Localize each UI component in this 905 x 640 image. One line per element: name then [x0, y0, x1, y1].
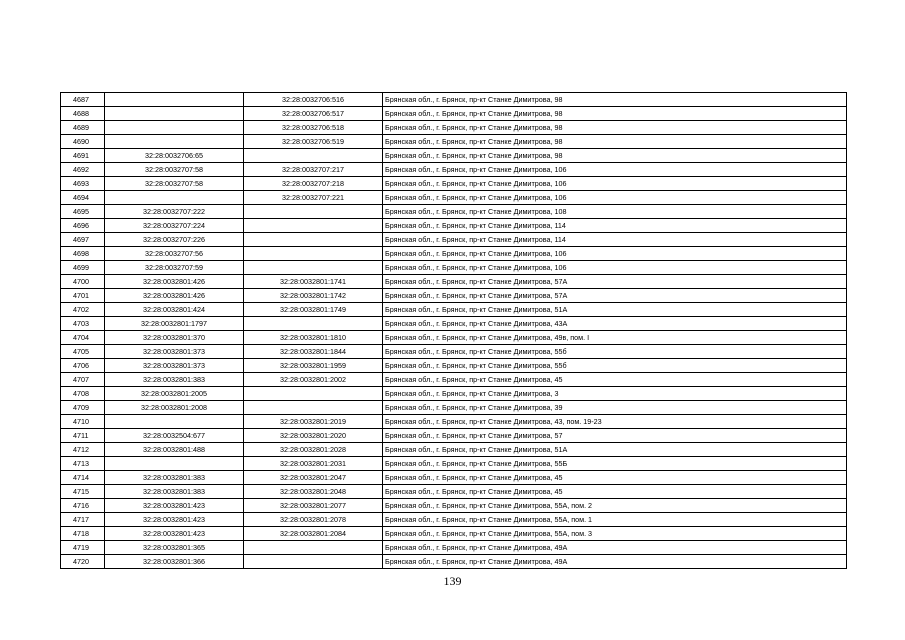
address-cell: Брянская обл., г. Брянск, пр-кт Станке Димитрова, 57А — [383, 275, 847, 289]
row-number-cell: 4711 — [61, 429, 105, 443]
address-cell: Брянская обл., г. Брянск, пр-кт Станке Димитрова, 114 — [383, 219, 847, 233]
land-cadastral-number-cell — [105, 457, 244, 471]
row-number-cell: 4720 — [61, 555, 105, 569]
land-cadastral-number-cell: 32:28:0032801:373 — [105, 345, 244, 359]
page-number: 139 — [443, 574, 462, 588]
table-row — [61, 345, 847, 359]
object-cadastral-number-cell: 32:28:0032801:1742 — [244, 289, 383, 303]
table-row — [61, 373, 847, 387]
object-cadastral-number-cell: 32:28:0032801:1810 — [244, 331, 383, 345]
address-cell: Брянская обл., г. Брянск, пр-кт Станке Димитрова, 114 — [383, 233, 847, 247]
table-row — [61, 429, 847, 443]
table-row — [61, 107, 847, 121]
object-cadastral-number-cell: 32:28:0032706:516 — [244, 93, 383, 107]
table-row — [61, 149, 847, 163]
table-row — [61, 471, 847, 485]
row-number-cell: 4689 — [61, 121, 105, 135]
land-cadastral-number-cell — [105, 107, 244, 121]
address-cell: Брянская обл., г. Брянск, пр-кт Станке Димитрова, 57А — [383, 289, 847, 303]
object-cadastral-number-cell: 32:28:0032801:1741 — [244, 275, 383, 289]
object-cadastral-number-cell — [244, 401, 383, 415]
table-row — [61, 289, 847, 303]
table-row — [61, 135, 847, 149]
row-number-cell: 4691 — [61, 149, 105, 163]
table-row — [61, 555, 847, 569]
land-cadastral-number-cell: 32:28:0032801:423 — [105, 513, 244, 527]
land-cadastral-number-cell: 32:28:0032707:226 — [105, 233, 244, 247]
table-row — [61, 121, 847, 135]
row-number-cell: 4715 — [61, 485, 105, 499]
land-cadastral-number-cell: 32:28:0032504:677 — [105, 429, 244, 443]
address-cell: Брянская обл., г. Брянск, пр-кт Станке Димитрова, 98 — [383, 93, 847, 107]
row-number-cell: 4709 — [61, 401, 105, 415]
land-cadastral-number-cell: 32:28:0032801:366 — [105, 555, 244, 569]
row-number-cell: 4714 — [61, 471, 105, 485]
land-cadastral-number-cell: 32:28:0032801:426 — [105, 275, 244, 289]
land-cadastral-number-cell: 32:28:0032706:65 — [105, 149, 244, 163]
address-cell: Брянская обл., г. Брянск, пр-кт Станке Димитрова, 57 — [383, 429, 847, 443]
object-cadastral-number-cell: 32:28:0032707:218 — [244, 177, 383, 191]
table-row — [61, 233, 847, 247]
row-number-cell: 4710 — [61, 415, 105, 429]
land-cadastral-number-cell: 32:28:0032801:383 — [105, 485, 244, 499]
object-cadastral-number-cell: 32:28:0032706:517 — [244, 107, 383, 121]
land-cadastral-number-cell: 32:28:0032801:423 — [105, 527, 244, 541]
address-cell: Брянская обл., г. Брянск, пр-кт Станке Димитрова, 55А, пом. 3 — [383, 527, 847, 541]
address-cell: Брянская обл., г. Брянск, пр-кт Станке Димитрова, 43А — [383, 317, 847, 331]
land-cadastral-number-cell: 32:28:0032801:1797 — [105, 317, 244, 331]
table-row — [61, 247, 847, 261]
row-number-cell: 4694 — [61, 191, 105, 205]
object-cadastral-number-cell — [244, 541, 383, 555]
land-cadastral-number-cell: 32:28:0032801:383 — [105, 373, 244, 387]
address-cell: Брянская обл., г. Брянск, пр-кт Станке Димитрова, 108 — [383, 205, 847, 219]
table-row — [61, 317, 847, 331]
table-row — [61, 205, 847, 219]
row-number-cell: 4719 — [61, 541, 105, 555]
address-cell: Брянская обл., г. Брянск, пр-кт Станке Димитрова, 98 — [383, 121, 847, 135]
table-row — [61, 163, 847, 177]
land-cadastral-number-cell — [105, 135, 244, 149]
address-cell: Брянская обл., г. Брянск, пр-кт Станке Димитрова, 45 — [383, 485, 847, 499]
object-cadastral-number-cell — [244, 205, 383, 219]
object-cadastral-number-cell: 32:28:0032801:2019 — [244, 415, 383, 429]
land-cadastral-number-cell — [105, 121, 244, 135]
land-cadastral-number-cell: 32:28:0032801:423 — [105, 499, 244, 513]
address-cell: Брянская обл., г. Брянск, пр-кт Станке Димитрова, 55б — [383, 345, 847, 359]
object-cadastral-number-cell — [244, 387, 383, 401]
row-number-cell: 4696 — [61, 219, 105, 233]
address-cell: Брянская обл., г. Брянск, пр-кт Станке Димитрова, 98 — [383, 135, 847, 149]
address-cell: Брянская обл., г. Брянск, пр-кт Станке Димитрова, 106 — [383, 177, 847, 191]
address-cell: Брянская обл., г. Брянск, пр-кт Станке Димитрова, 55б — [383, 359, 847, 373]
row-number-cell: 4702 — [61, 303, 105, 317]
row-number-cell: 4703 — [61, 317, 105, 331]
land-cadastral-number-cell — [105, 191, 244, 205]
object-cadastral-number-cell: 32:28:0032801:2084 — [244, 527, 383, 541]
address-cell: Брянская обл., г. Брянск, пр-кт Станке Димитрова, 55А, пом. 1 — [383, 513, 847, 527]
address-cell: Брянская обл., г. Брянск, пр-кт Станке Димитрова, 43, пом. 19-23 — [383, 415, 847, 429]
table-row — [61, 93, 847, 107]
address-cell: Брянская обл., г. Брянск, пр-кт Станке Димитрова, 45 — [383, 471, 847, 485]
table-row — [61, 261, 847, 275]
table-body — [61, 93, 847, 569]
table-row — [61, 541, 847, 555]
row-number-cell: 4707 — [61, 373, 105, 387]
object-cadastral-number-cell — [244, 247, 383, 261]
table-row — [61, 415, 847, 429]
row-number-cell: 4708 — [61, 387, 105, 401]
land-cadastral-number-cell — [105, 93, 244, 107]
row-number-cell: 4700 — [61, 275, 105, 289]
address-cell: Брянская обл., г. Брянск, пр-кт Станке Димитрова, 49в, пом. I — [383, 331, 847, 345]
address-cell: Брянская обл., г. Брянск, пр-кт Станке Димитрова, 106 — [383, 191, 847, 205]
row-number-cell: 4688 — [61, 107, 105, 121]
row-number-cell: 4693 — [61, 177, 105, 191]
row-number-cell: 4697 — [61, 233, 105, 247]
land-cadastral-number-cell — [105, 415, 244, 429]
land-cadastral-number-cell: 32:28:0032707:58 — [105, 163, 244, 177]
row-number-cell: 4716 — [61, 499, 105, 513]
address-cell: Брянская обл., г. Брянск, пр-кт Станке Димитрова, 106 — [383, 163, 847, 177]
object-cadastral-number-cell: 32:28:0032801:1959 — [244, 359, 383, 373]
address-cell: Брянская обл., г. Брянск, пр-кт Станке Димитрова, 51А — [383, 443, 847, 457]
table-row — [61, 275, 847, 289]
address-cell: Брянская обл., г. Брянск, пр-кт Станке Димитрова, 3 — [383, 387, 847, 401]
table-row — [61, 443, 847, 457]
land-cadastral-number-cell: 32:28:0032707:56 — [105, 247, 244, 261]
object-cadastral-number-cell — [244, 555, 383, 569]
table-row — [61, 457, 847, 471]
table-row — [61, 527, 847, 541]
address-cell: Брянская обл., г. Брянск, пр-кт Станке Димитрова, 106 — [383, 247, 847, 261]
row-number-cell: 4712 — [61, 443, 105, 457]
object-cadastral-number-cell — [244, 149, 383, 163]
land-cadastral-number-cell: 32:28:0032801:365 — [105, 541, 244, 555]
row-number-cell: 4701 — [61, 289, 105, 303]
address-cell: Брянская обл., г. Брянск, пр-кт Станке Димитрова, 106 — [383, 261, 847, 275]
land-cadastral-number-cell: 32:28:0032801:370 — [105, 331, 244, 345]
row-number-cell: 4718 — [61, 527, 105, 541]
table-row — [61, 331, 847, 345]
row-number-cell: 4706 — [61, 359, 105, 373]
land-cadastral-number-cell: 32:28:0032801:426 — [105, 289, 244, 303]
table-row — [61, 387, 847, 401]
row-number-cell: 4692 — [61, 163, 105, 177]
address-cell: Брянская обл., г. Брянск, пр-кт Станке Димитрова, 98 — [383, 107, 847, 121]
table-row — [61, 401, 847, 415]
object-cadastral-number-cell — [244, 261, 383, 275]
land-cadastral-number-cell: 32:28:0032801:383 — [105, 471, 244, 485]
object-cadastral-number-cell — [244, 233, 383, 247]
object-cadastral-number-cell: 32:28:0032706:518 — [244, 121, 383, 135]
address-cell: Брянская обл., г. Брянск, пр-кт Станке Димитрова, 39 — [383, 401, 847, 415]
object-cadastral-number-cell: 32:28:0032801:1844 — [244, 345, 383, 359]
table-row — [61, 191, 847, 205]
table-row — [61, 219, 847, 233]
row-number-cell: 4695 — [61, 205, 105, 219]
land-cadastral-number-cell: 32:28:0032707:224 — [105, 219, 244, 233]
land-cadastral-number-cell: 32:28:0032707:59 — [105, 261, 244, 275]
object-cadastral-number-cell: 32:28:0032801:1749 — [244, 303, 383, 317]
row-number-cell: 4690 — [61, 135, 105, 149]
row-number-cell: 4705 — [61, 345, 105, 359]
object-cadastral-number-cell: 32:28:0032801:2020 — [244, 429, 383, 443]
table-row — [61, 303, 847, 317]
land-cadastral-number-cell: 32:28:0032707:222 — [105, 205, 244, 219]
object-cadastral-number-cell: 32:28:0032801:2078 — [244, 513, 383, 527]
address-cell: Брянская обл., г. Брянск, пр-кт Станке Димитрова, 55Б — [383, 457, 847, 471]
table-row — [61, 513, 847, 527]
land-cadastral-number-cell: 32:28:0032707:58 — [105, 177, 244, 191]
land-cadastral-number-cell: 32:28:0032801:2005 — [105, 387, 244, 401]
object-cadastral-number-cell — [244, 219, 383, 233]
address-cell: Брянская обл., г. Брянск, пр-кт Станке Димитрова, 98 — [383, 149, 847, 163]
row-number-cell: 4717 — [61, 513, 105, 527]
table-row — [61, 359, 847, 373]
address-cell: Брянская обл., г. Брянск, пр-кт Станке Димитрова, 55А, пом. 2 — [383, 499, 847, 513]
object-cadastral-number-cell: 32:28:0032801:2048 — [244, 485, 383, 499]
table-row — [61, 499, 847, 513]
land-cadastral-number-cell: 32:28:0032801:373 — [105, 359, 244, 373]
land-cadastral-number-cell: 32:28:0032801:488 — [105, 443, 244, 457]
object-cadastral-number-cell: 32:28:0032801:2077 — [244, 499, 383, 513]
cadastral-table — [60, 92, 847, 569]
land-cadastral-number-cell: 32:28:0032801:424 — [105, 303, 244, 317]
row-number-cell: 4687 — [61, 93, 105, 107]
object-cadastral-number-cell: 32:28:0032707:217 — [244, 163, 383, 177]
object-cadastral-number-cell: 32:28:0032801:2002 — [244, 373, 383, 387]
address-cell: Брянская обл., г. Брянск, пр-кт Станке Димитрова, 49А — [383, 541, 847, 555]
object-cadastral-number-cell — [244, 317, 383, 331]
address-cell: Брянская обл., г. Брянск, пр-кт Станке Димитрова, 49А — [383, 555, 847, 569]
object-cadastral-number-cell: 32:28:0032801:2047 — [244, 471, 383, 485]
row-number-cell: 4698 — [61, 247, 105, 261]
object-cadastral-number-cell: 32:28:0032801:2031 — [244, 457, 383, 471]
address-cell: Брянская обл., г. Брянск, пр-кт Станке Димитрова, 45 — [383, 373, 847, 387]
row-number-cell: 4713 — [61, 457, 105, 471]
land-cadastral-number-cell: 32:28:0032801:2008 — [105, 401, 244, 415]
object-cadastral-number-cell: 32:28:0032801:2028 — [244, 443, 383, 457]
table-row — [61, 177, 847, 191]
row-number-cell: 4704 — [61, 331, 105, 345]
table-row — [61, 485, 847, 499]
address-cell: Брянская обл., г. Брянск, пр-кт Станке Димитрова, 51А — [383, 303, 847, 317]
row-number-cell: 4699 — [61, 261, 105, 275]
object-cadastral-number-cell: 32:28:0032706:519 — [244, 135, 383, 149]
object-cadastral-number-cell: 32:28:0032707:221 — [244, 191, 383, 205]
